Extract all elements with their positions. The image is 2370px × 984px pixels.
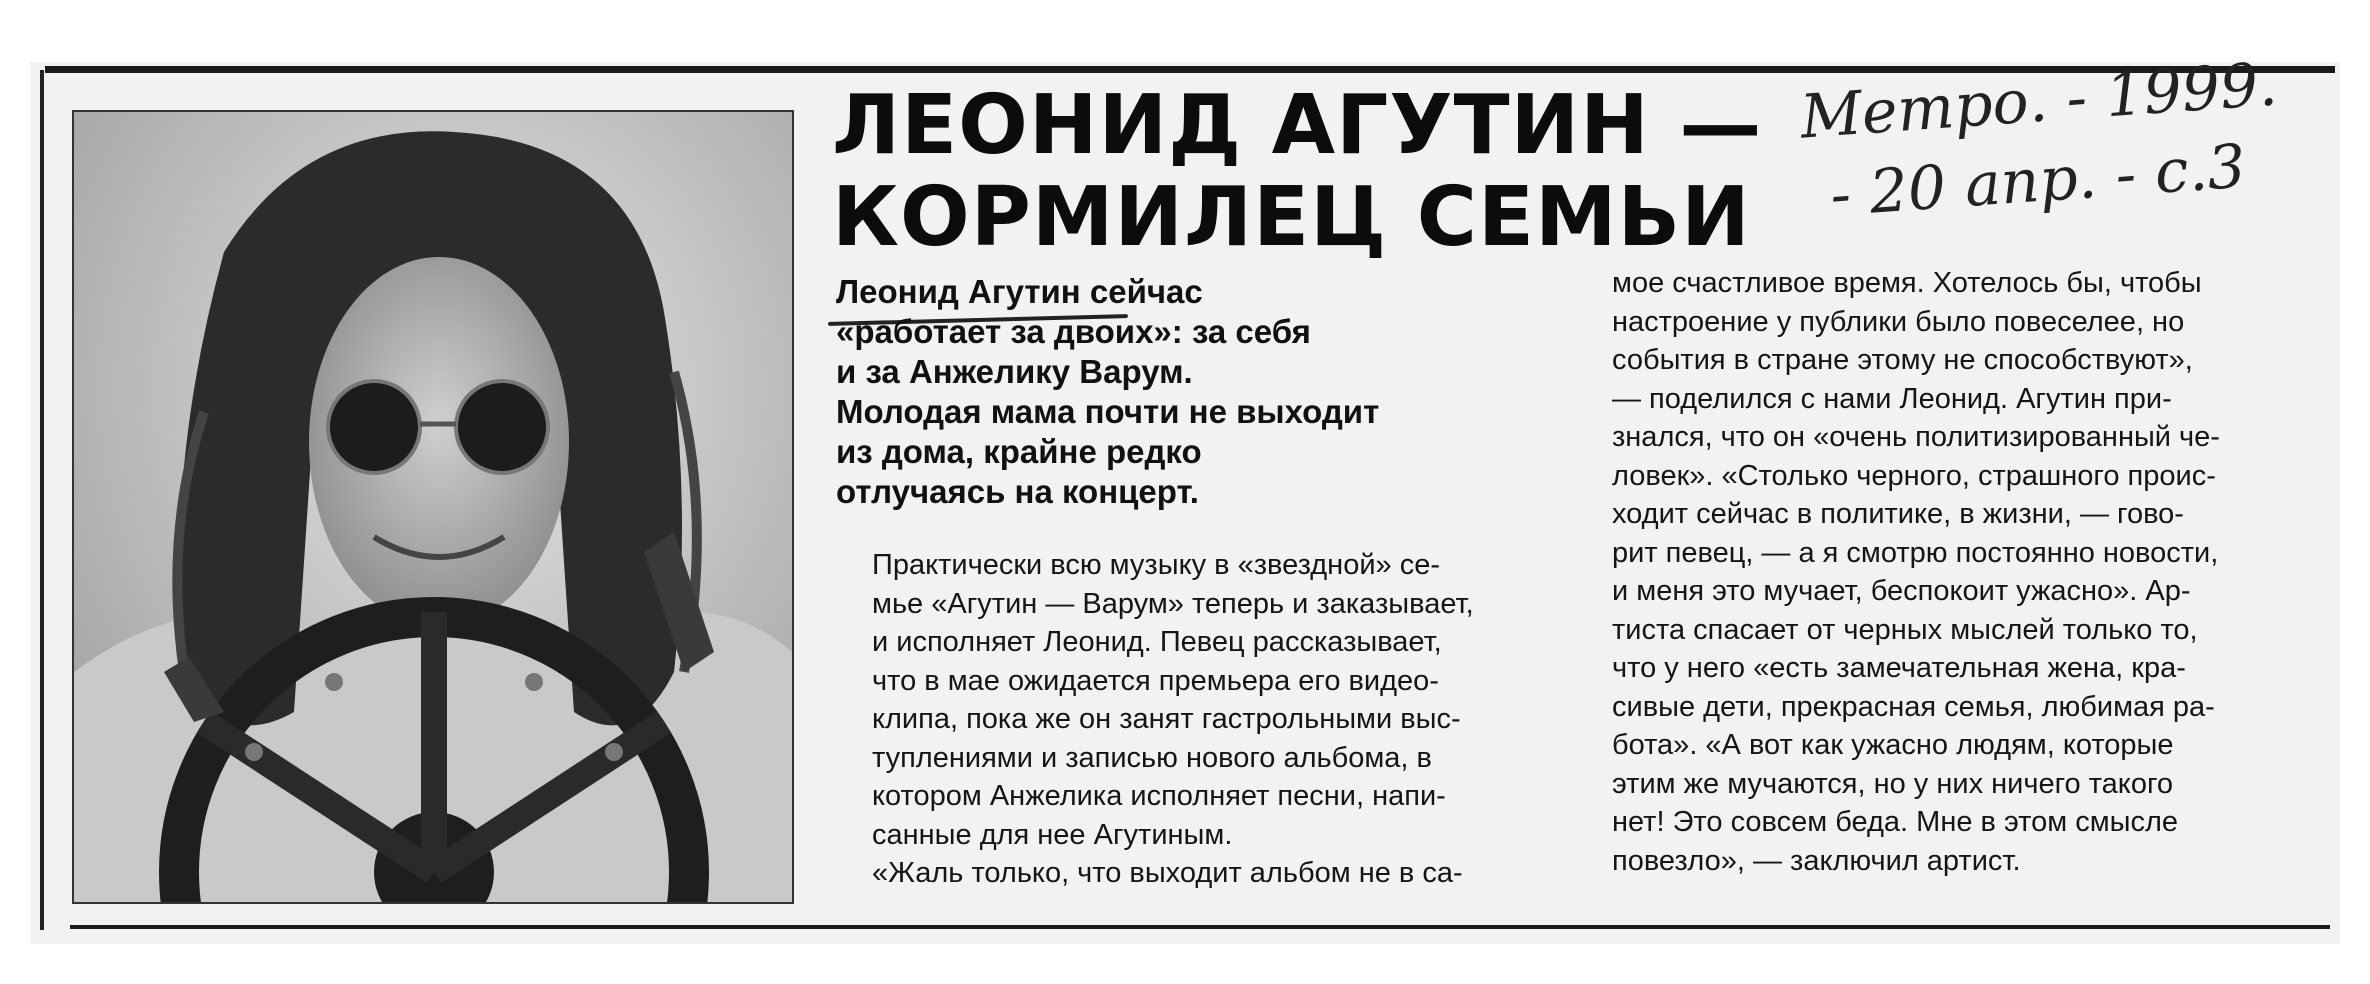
body-line: — поделился с нами Леонид. Агутин при- [1612,382,2172,415]
body-line: знался, что он «очень политизированный че- [1612,421,2220,453]
left-rule [40,70,44,930]
headline-line-2: КОРМИЛЕЦ СЕМЬИ [832,170,1751,265]
body-line: клипа, пока же он занят гастрольными выс- [872,703,1461,735]
body-line: Практически всю музыку в «звездной» се- [872,549,1440,581]
handwritten-note-line-2: - 20 апр. - с.3 [1828,131,2248,231]
body-line: повезло», — заключил артист. [1612,844,2021,877]
lead-line: из дома, крайне редко [836,433,1202,470]
lead-line: и за Анжелику Варум. [836,353,1193,390]
body-line: рит певец, — а я смотрю постоянно новости, [1612,536,2219,569]
lead-paragraph [836,272,1536,512]
handwritten-note-line-1: Метро. - 1999. [1798,49,2280,153]
lead-line: Молодая мама почти не выходит [836,393,1380,430]
body-line: мое счастливое время. Хотелось бы, чтобы [1612,267,2202,299]
body-line: ловек». «Столько черного, страшного проис- [1612,459,2216,492]
body-line: что в мае ожидается премьера его видео- [872,664,1439,697]
body-line: ходит сейчас в политике, в жизни, — гово- [1612,498,2184,530]
lead-line: «работает за двоих»: за себя [836,313,1311,350]
article-photo [72,110,794,904]
lead-line: отлучаясь на концерт. [836,473,1199,510]
handwritten-note [1798,49,2320,232]
body-line: и исполняет Леонид. Певец рассказывает, [872,626,1442,658]
body-column-right [1612,264,2332,880]
lead-line: Леонид Агутин сейчас [836,273,1203,310]
body-line: котором Анжелика исполняет песни, напи- [872,780,1446,812]
body-line: тиста спасает от черных мыслей только то, [1612,613,2198,646]
bottom-rule [70,925,2330,929]
body-line: мье «Агутин — Варум» теперь и заказывает, [872,587,1474,620]
body-column-middle [872,546,1562,893]
body-line: настроение у публики было повеселее, но [1612,305,2185,338]
body-line: и меня это мучает, беспокоит ужасно». Ар- [1612,575,2191,607]
body-line: туплениями и записью нового альбома, в [872,741,1432,774]
body-line: «Жаль только, что выходит альбом не в са- [872,857,1463,889]
body-line: этим же мучаются, но у них ничего такого [1612,767,2174,800]
portrait-illustration [74,112,792,902]
article-headline [832,80,1812,264]
body-line: сивые дети, прекрасная семья, любимая ра- [1612,690,2215,723]
body-line: бота». «А вот как ужасно людям, которые [1612,729,2174,761]
body-line: санные для нее Агутиным. [872,818,1233,851]
body-line: нет! Это совсем беда. Мне в этом смысле [1612,806,2179,838]
headline-line-1: ЛЕОНИД АГУТИН — [832,78,1763,173]
body-line: события в стране этому не способствуют», [1612,344,2193,376]
body-line: что у него «есть замечательная жена, кра- [1612,652,2186,684]
